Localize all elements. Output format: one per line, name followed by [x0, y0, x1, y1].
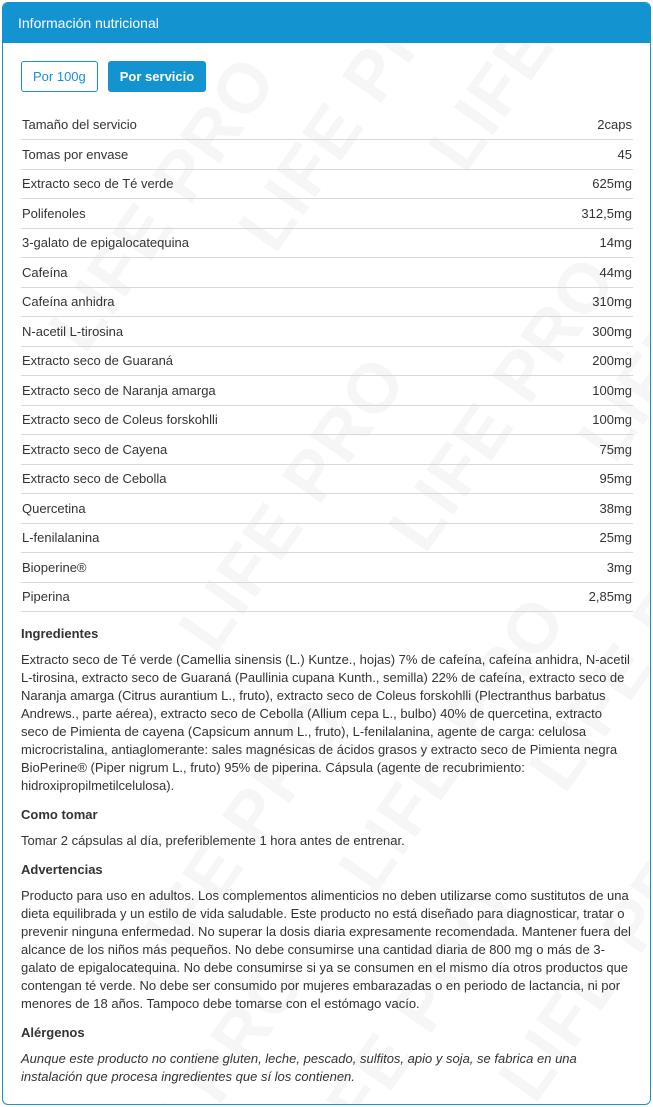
table-row	[21, 494, 633, 524]
nutrient-value: 25mg	[599, 530, 632, 546]
table-row	[21, 258, 633, 288]
nutrient-value: 100mg	[592, 382, 632, 398]
usage-text: Tomar 2 cápsulas al día, preferiblemente 1 hora antes de entrenar.	[21, 833, 405, 848]
nutrient-name: Tomas por envase	[22, 146, 129, 162]
nutrient-name: Extracto seco de Naranja amarga	[22, 382, 216, 398]
nutrient-name: Bioperine®	[22, 559, 87, 575]
nutrient-value: 625mg	[592, 176, 632, 192]
nutrient-value: 38mg	[599, 500, 632, 516]
nutrient-name: Extracto seco de Cayena	[22, 441, 168, 457]
nutrient-value: 3mg	[606, 559, 632, 575]
nutrient-value: 44mg	[599, 264, 632, 280]
table-row	[21, 110, 633, 140]
nutrient-value: 45	[617, 146, 632, 162]
nutrient-value: 75mg	[599, 441, 632, 457]
warnings-title: Advertencias	[21, 862, 103, 877]
table-row	[21, 435, 633, 465]
nutrient-value: 100mg	[592, 412, 632, 428]
per-100g-button[interactable]: Por 100g	[21, 61, 98, 92]
nutrient-name: Cafeína	[22, 264, 68, 280]
table-row	[21, 317, 633, 347]
nutrient-name: Extracto seco de Guaraná	[22, 353, 174, 369]
nutrient-name: Polifenoles	[22, 205, 86, 221]
nutrient-name: N-acetil L-tirosina	[22, 323, 124, 339]
table-row	[21, 140, 633, 170]
table-row	[21, 376, 633, 406]
nutrient-name: Quercetina	[22, 500, 86, 516]
nutrient-name: L-fenilalanina	[22, 530, 100, 546]
allergens-title: Alérgenos	[21, 1025, 85, 1040]
table-row	[21, 464, 633, 494]
nutrient-value: 200mg	[592, 353, 632, 369]
nutrient-name: Extracto seco de Té verde	[22, 176, 174, 192]
table-row	[21, 346, 633, 376]
ingredients-title: Ingredientes	[21, 626, 99, 641]
nutrient-value: 300mg	[592, 323, 632, 339]
nutrient-name: Piperina	[22, 589, 70, 605]
table-row	[21, 405, 633, 435]
nutrient-value: 14mg	[599, 235, 632, 251]
nutrition-panel	[2, 2, 651, 1105]
nutrient-value: 310mg	[592, 294, 632, 310]
nutrient-value: 95mg	[599, 471, 632, 487]
table-row	[21, 287, 633, 317]
unit-toggle	[21, 61, 633, 92]
panel-title: Información nutricional	[3, 3, 650, 43]
usage-title: Como tomar	[21, 807, 98, 822]
nutrient-value: 2caps	[597, 117, 632, 132]
table-row	[21, 553, 633, 583]
nutrient-name: 3-galato de epigalocatequina	[22, 235, 189, 251]
table-row	[21, 199, 633, 229]
table-row	[21, 228, 633, 258]
panel-body	[3, 43, 650, 1086]
warnings-text: Producto para uso en adultos. Los complementos alimenticios no deben utilizarse como sustitutos de una dieta equilibrada y un estilo de vida saludable. Este producto no está diseñado para diagnosticar, tratar o prevenir ninguna enfermedad. No superar la dosis diaria expresamente recomendada. Mantener fuera del alcance de los niños más pequeños. No debe consumirse una cantidad diaria de 800 mg o más de 3-galato de epigalocatequina. No debe consumirse si ya se consumen en el mismo día otros productos que contengan té verde. No debe ser consumido por mujeres embarazadas o en periodo de lactancia, ni por menores de 18 años. Tampoco debe tomarse con el estómago vacío.	[21, 888, 631, 1011]
allergens-text: Aunque este producto no contiene gluten, leche, pescado, sulfitos, apio y soja, se fabrica en una instalación que procesa ingredientes que sí los contienen.	[21, 1051, 577, 1084]
nutrient-value: 312,5mg	[581, 205, 632, 221]
ingredients-text: Extracto seco de Té verde (Camellia sinensis (L.) Kuntze., hojas) 7% de cafeína, cafeína anhidra, N-acetil L-tirosina, extracto seco de Guaraná (Paullinia cupana Kunth., semilla) 22% de cafeína, extracto seco de Naranja amarga (Citrus aurantium L., fruto), extracto seco de Coleus forskohlli (Plectranthus barbatus Andrews., parte aérea), extracto seco de Cebolla (Allium cepa L., bulbo) 40% de quercetina, extracto seco de Pimienta de cayena (Capsicum annum L., fruto), L-fenilalanina, agente de carga: celulosa microcristalina, antiaglomerante: sales magnésicas de ácidos grasos y extracto seco de Pimienta negra BioPerine® (Piper nigrum L., fruto) 95% de piperina. Cápsula (agente de recubrimiento: hidroxipropilmetilcelulosa).	[21, 652, 630, 793]
nutrient-name: Extracto seco de Coleus forskohlli	[22, 412, 218, 428]
nutrition-table	[21, 110, 633, 612]
table-row	[21, 523, 633, 553]
table-row	[21, 169, 633, 199]
nutrient-name: Cafeína anhidra	[22, 294, 115, 310]
table-row	[21, 582, 633, 612]
per-serving-button[interactable]: Por servicio	[108, 61, 206, 92]
nutrient-name: Tamaño del servicio	[22, 117, 137, 132]
nutrient-name: Extracto seco de Cebolla	[22, 471, 167, 487]
nutrient-value: 2,85mg	[588, 589, 632, 605]
